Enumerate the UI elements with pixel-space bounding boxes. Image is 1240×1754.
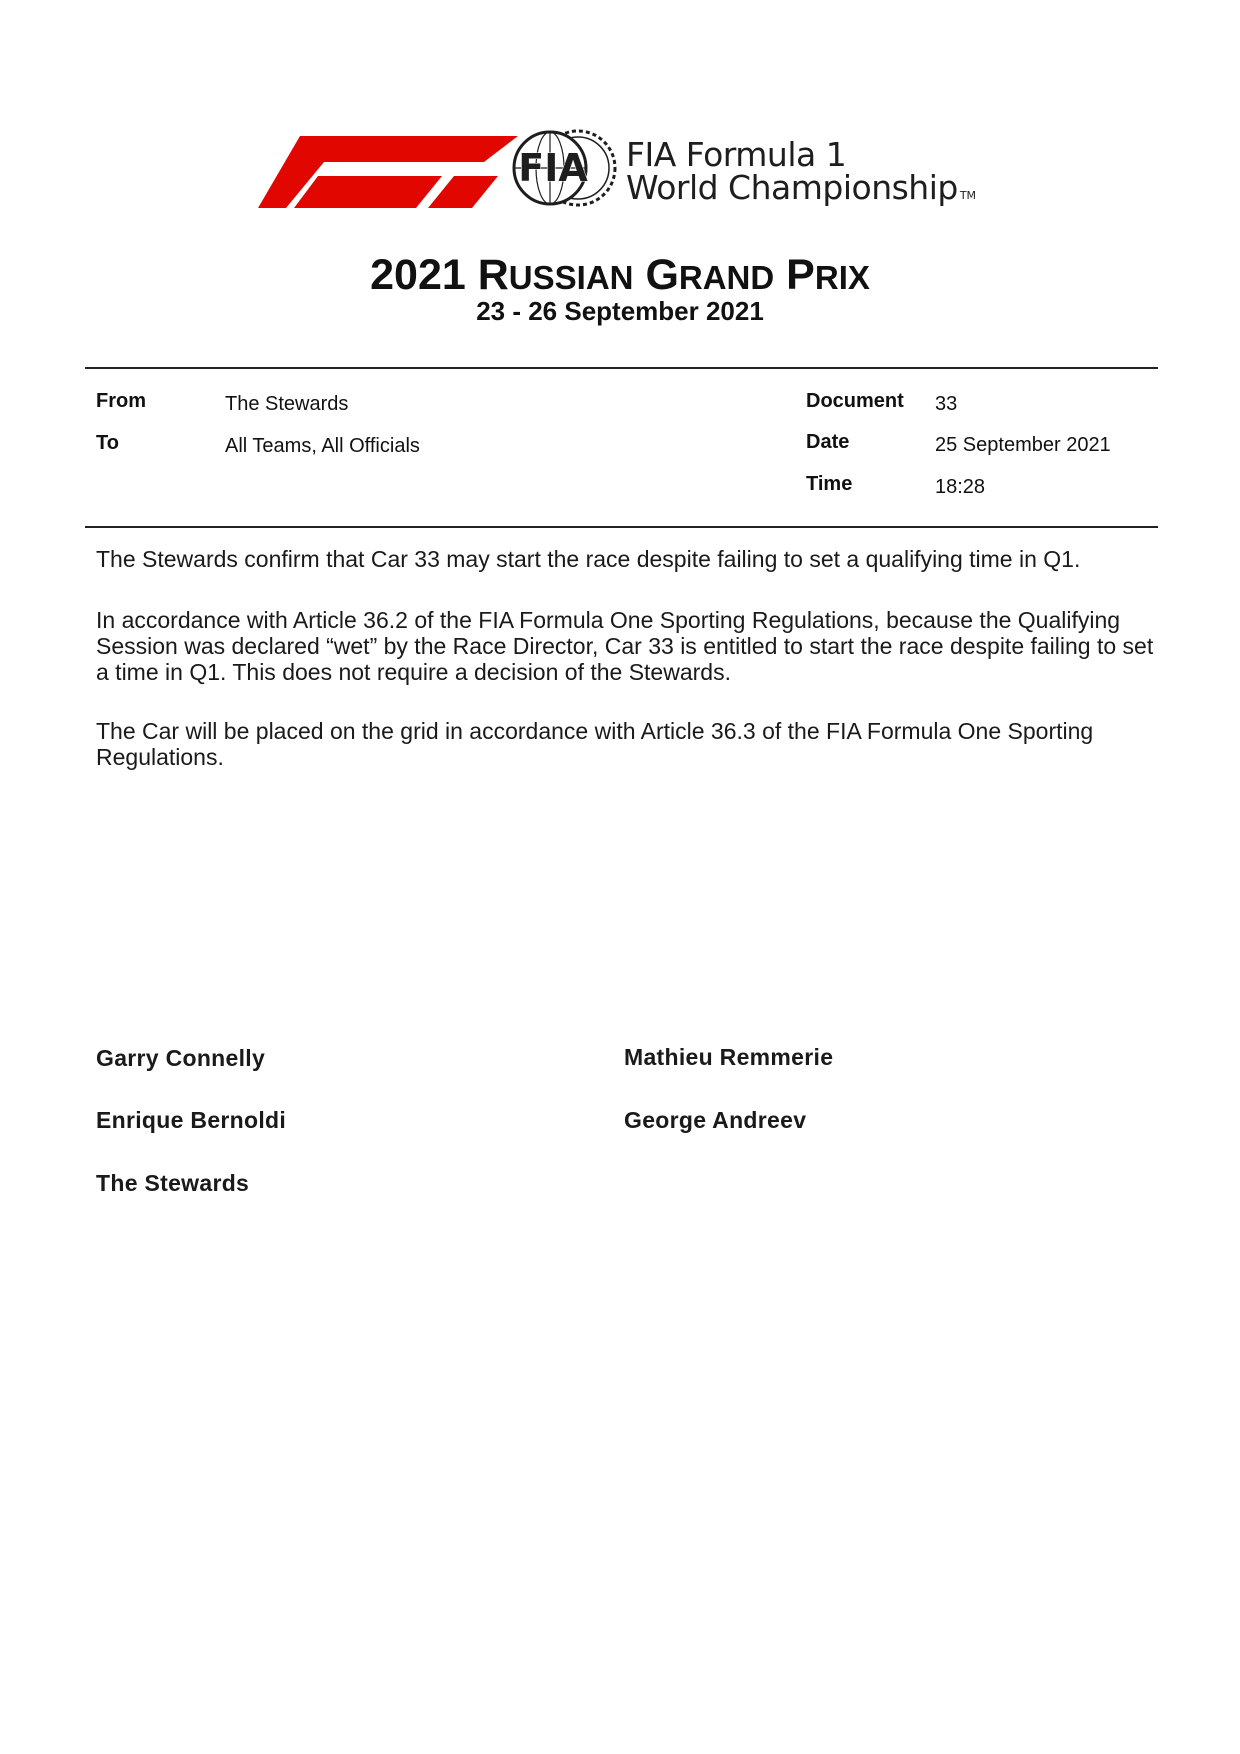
fia-emblem-icon xyxy=(512,128,620,208)
wordmark-line1: FIA Formula 1 xyxy=(626,135,847,174)
event-dates: 23 - 26 September 2021 xyxy=(476,296,764,326)
from-label: From xyxy=(96,390,146,412)
fia-f1-logo xyxy=(258,128,1018,218)
body-paragraph: The Stewards confirm that Car 33 may start the race despite failing to set a qualifying time in Q1. xyxy=(96,546,1081,572)
steward-name: Enrique Bernoldi xyxy=(96,1107,287,1133)
event-name-rix: RIX xyxy=(814,259,870,296)
document-label: Document xyxy=(806,390,904,412)
event-name-ussian: USSIAN xyxy=(508,259,634,296)
wordmark-line2-text: World Championship xyxy=(626,168,958,207)
steward-name: Mathieu Remmerie xyxy=(624,1044,834,1070)
event-name-rand: RAND xyxy=(678,259,775,296)
time-label: Time xyxy=(806,473,853,495)
championship-wordmark xyxy=(626,135,977,212)
f1-logo-icon xyxy=(258,136,518,208)
to-label: To xyxy=(96,432,119,454)
document-value: 33 xyxy=(935,393,958,415)
wordmark-line2 xyxy=(626,168,977,212)
to-value: All Teams, All Officials xyxy=(225,435,420,457)
header-top-divider xyxy=(85,367,1158,369)
body-paragraph: In accordance with Article 36.2 of the FIA Formula One Sporting Regulations, because the Qualifying Session was declared “wet” by the Race Director, Car 33 is entitled to start the race despite failing to set a time in Q1. This does not require a decision of the Stewards. xyxy=(96,607,1154,685)
event-name-r: R xyxy=(477,251,509,299)
time-value: 18:28 xyxy=(935,476,986,498)
steward-name: Garry Connelly xyxy=(96,1045,266,1071)
header-bottom-divider xyxy=(85,526,1158,528)
event-year: 2021 xyxy=(370,251,466,299)
body-paragraph: The Car will be placed on the grid in accordance with Article 36.3 of the FIA Formula One Sporting Regulations. xyxy=(96,718,1094,770)
date-value: 25 September 2021 xyxy=(935,434,1111,456)
trademark-symbol: TM xyxy=(959,189,977,202)
stewards-signoff: The Stewards xyxy=(96,1170,250,1196)
event-name-p: P xyxy=(786,251,815,299)
event-name-g: G xyxy=(645,251,679,299)
fia-emblem-text: FIA xyxy=(518,146,588,190)
from-value: The Stewards xyxy=(225,393,349,415)
date-label: Date xyxy=(806,431,850,453)
steward-name: George Andreev xyxy=(624,1107,807,1133)
